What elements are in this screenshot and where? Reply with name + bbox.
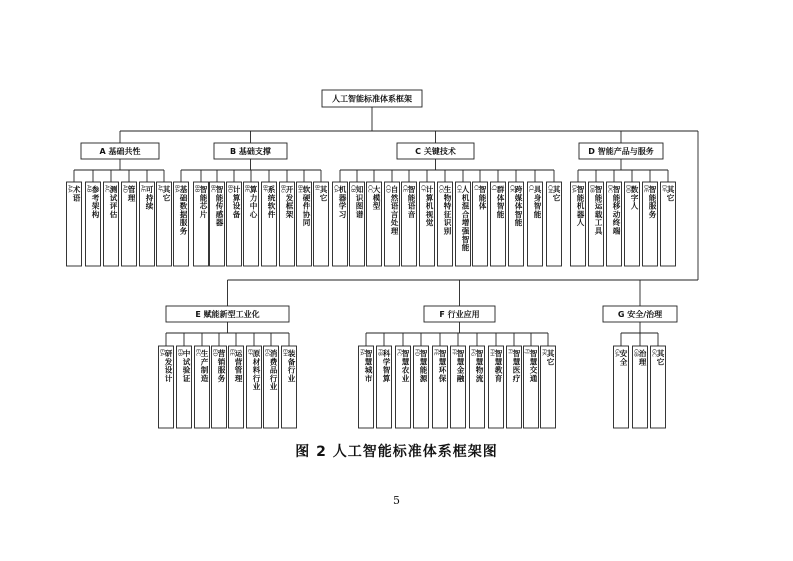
item-db-code: DB (588, 185, 595, 193)
item-eh (282, 346, 297, 428)
item-ck-code: CK (508, 185, 515, 193)
item-aa-label: 术语 (72, 185, 81, 203)
item-cd (385, 182, 400, 266)
item-cj-label: 群体智能 (496, 185, 505, 219)
item-ae (140, 182, 155, 266)
root-box-label: 人工智能标准体系框架 (332, 94, 412, 104)
item-eh-code: EH (281, 349, 288, 357)
page-number: 5 (393, 494, 400, 507)
item-ec-code: EC (194, 349, 201, 357)
item-fi (507, 346, 522, 428)
item-af-label: 其它 (162, 185, 171, 203)
item-bf (262, 182, 277, 266)
item-df-label: 其它 (666, 185, 675, 203)
item-af-code: AF (156, 185, 163, 192)
item-df-code: DF (660, 185, 667, 193)
group-6-header-label: G 安全/治理 (617, 310, 663, 319)
item-fk-code: FK (540, 349, 547, 356)
item-fc-code: FC (395, 349, 402, 356)
item-ab-code: AB (85, 185, 92, 193)
item-cj (491, 182, 506, 266)
item-fj (524, 346, 539, 428)
item-fk (541, 346, 556, 428)
item-cg-code: CG (437, 185, 444, 193)
item-ci-code: CI (472, 185, 479, 191)
item-ec (195, 346, 210, 428)
item-bd-label: 计算设备 (232, 185, 241, 219)
item-df (661, 182, 676, 266)
item-bg-label: 开发框架 (285, 185, 294, 219)
item-bc (210, 182, 225, 266)
item-ci (473, 182, 488, 266)
group-4-header (166, 306, 289, 322)
item-cd-label: 自然语言处理 (390, 185, 399, 236)
item-ac-label: 测试评估 (109, 185, 118, 219)
item-ff (451, 346, 466, 428)
group-0-header (81, 143, 159, 159)
item-ef-code: EF (246, 349, 253, 356)
item-ba-code: BA (173, 185, 180, 193)
item-eh-label: 装备行业 (287, 349, 296, 383)
item-fg (470, 346, 485, 428)
item-bg (280, 182, 295, 266)
item-cf-code: CF (419, 185, 426, 192)
item-fg-label: 智慧物流 (475, 349, 484, 383)
item-gc (651, 346, 666, 428)
item-dc (607, 182, 622, 266)
group-1-header-label: B 基础支撑 (230, 147, 271, 156)
item-fa-code: FA (358, 349, 365, 356)
item-ae-code: AE (139, 185, 146, 193)
item-fg-code: FG (469, 349, 476, 357)
item-fh-code: FH (488, 349, 495, 357)
item-bc-code: BC (209, 185, 216, 193)
item-cc-code: CC (366, 185, 373, 193)
item-aa (67, 182, 82, 266)
item-ee (229, 346, 244, 428)
item-ba-label: 基础数据服务 (179, 185, 188, 236)
figure-caption: 图 2 人工智能标准体系框架图 (295, 444, 498, 460)
item-ga-code: GA (613, 349, 620, 357)
item-cc-label: 大模型 (372, 185, 381, 211)
group-2-header (397, 143, 474, 159)
item-ad-label: 管理 (127, 185, 136, 203)
item-fi-label: 智慧医疗 (512, 349, 521, 383)
item-dc-label: 智能移动终端 (612, 185, 621, 236)
group-5-header-label: F 行业应用 (439, 310, 480, 319)
item-cl-code: CL (527, 185, 534, 192)
item-cm-code: CM (546, 185, 553, 194)
item-bh (297, 182, 312, 266)
group-0-header-label: A 基础共性 (99, 147, 141, 156)
item-ea-code: EA (158, 349, 165, 357)
item-cg (438, 182, 453, 266)
item-fa (359, 346, 374, 428)
item-ch (456, 182, 471, 266)
item-bi-code: BI (313, 185, 320, 191)
item-eg (264, 346, 279, 428)
item-ee-label: 运营管理 (234, 349, 243, 383)
item-bh-code: BH (296, 185, 303, 193)
diagram-nodes (67, 90, 678, 428)
item-ci-label: 智能体 (478, 185, 487, 211)
item-ca-label: 机器学习 (338, 185, 347, 219)
item-af (157, 182, 172, 266)
group-2-header-label: C 关键技术 (415, 147, 456, 156)
item-fd (414, 346, 429, 428)
group-4-header-label: E 赋能新型工业化 (195, 310, 260, 319)
item-db (589, 182, 604, 266)
item-ga (614, 346, 629, 428)
root-box (322, 90, 422, 107)
item-bb (194, 182, 209, 266)
item-cg-label: 生物特征识别 (443, 185, 452, 236)
item-ce-code: CE (401, 185, 408, 193)
group-6-header (603, 306, 677, 322)
item-ca-code: CA (332, 185, 339, 193)
item-ac-code: AC (103, 185, 110, 193)
item-cf (420, 182, 435, 266)
item-cm (547, 182, 562, 266)
item-fi-code: FI (506, 349, 513, 354)
item-fe (433, 346, 448, 428)
item-ef (247, 346, 262, 428)
item-cl-label: 具身智能 (533, 185, 542, 219)
item-cd-code: CD (384, 185, 391, 193)
item-ae-label: 可持续 (145, 185, 154, 211)
item-fj-label: 智慧交通 (529, 349, 538, 383)
item-cf-label: 计算机视觉 (425, 185, 434, 228)
item-bc-label: 智能传感器 (215, 185, 224, 228)
item-dd-code: DD (624, 185, 631, 194)
item-fh-label: 智慧教育 (494, 349, 503, 383)
item-ee-code: EE (228, 349, 235, 356)
item-fh (489, 346, 504, 428)
item-ac (104, 182, 119, 266)
group-1-header (214, 143, 287, 159)
item-ck-label: 跨媒体智能 (514, 185, 523, 228)
item-bd-code: BD (226, 185, 233, 193)
item-ab-label: 参考架构 (91, 185, 100, 219)
item-ed-label: 营销服务 (217, 349, 226, 383)
item-bb-code: BB (193, 185, 200, 193)
item-cb (350, 182, 365, 266)
item-bi (314, 182, 329, 266)
item-ck (509, 182, 524, 266)
item-da-label: 智能机器人 (576, 185, 585, 228)
item-cb-code: CB (349, 185, 356, 193)
item-bf-code: BF (261, 185, 268, 192)
item-ed (212, 346, 227, 428)
item-dc-code: DC (606, 185, 613, 193)
item-ga-label: 安全 (619, 349, 628, 367)
item-eg-label: 消费品行业 (269, 349, 278, 392)
item-be-label: 算力中心 (249, 185, 258, 219)
item-db-label: 智能运载工具 (594, 185, 603, 236)
item-ca (333, 182, 348, 266)
item-gc-code: GC (650, 349, 657, 357)
item-fb-code: FB (376, 349, 383, 356)
item-eg-code: EG (263, 349, 270, 357)
item-gb (633, 346, 648, 428)
item-gb-code: GB (632, 349, 639, 357)
item-ad-code: AD (121, 185, 128, 193)
item-fj-code: FJ (523, 349, 530, 354)
item-cj-code: CJ (490, 185, 497, 191)
item-ch-label: 人机混合增强智能 (461, 185, 470, 253)
item-bd (227, 182, 242, 266)
group-5-header (424, 306, 495, 322)
item-da-code: DA (570, 185, 577, 193)
item-dd (625, 182, 640, 266)
item-fd-label: 智慧能源 (419, 349, 428, 383)
item-ce-label: 智能语音 (407, 185, 416, 219)
item-cl (528, 182, 543, 266)
item-fa-label: 智慧城市 (364, 349, 373, 383)
item-bg-code: BG (279, 185, 286, 193)
item-gc-label: 其它 (656, 349, 665, 367)
item-ea (159, 346, 174, 428)
item-fe-label: 智慧环保 (438, 349, 447, 383)
item-fc-label: 智慧农业 (401, 349, 410, 383)
item-aa-code: AA (66, 185, 73, 193)
item-fe-code: FE (432, 349, 439, 356)
item-eb (177, 346, 192, 428)
item-ff-code: FF (450, 349, 457, 356)
item-de-label: 智能服务 (648, 185, 657, 219)
item-be-code: BE (243, 185, 250, 193)
item-ea-label: 研发设计 (164, 349, 173, 383)
item-de-code: DE (642, 185, 649, 193)
item-eb-label: 中试验证 (182, 349, 191, 383)
item-ef-label: 原材料行业 (252, 349, 261, 392)
item-be (244, 182, 259, 266)
item-ff-label: 智慧金融 (456, 349, 465, 383)
item-de (643, 182, 658, 266)
item-ed-code: ED (211, 349, 218, 357)
item-ad (122, 182, 137, 266)
item-ch-code: CH (455, 185, 462, 193)
item-dd-label: 数字人 (630, 185, 639, 211)
item-bi-label: 其它 (319, 185, 328, 203)
item-ec-label: 生产制造 (200, 349, 209, 383)
item-fk-label: 其它 (546, 349, 555, 367)
item-ab (86, 182, 101, 266)
item-gb-label: 治理 (638, 349, 647, 367)
item-fc (396, 346, 411, 428)
item-cb-label: 知识图谱 (355, 185, 364, 219)
item-eb-code: EB (176, 349, 183, 357)
item-bf-label: 系统软件 (267, 185, 276, 219)
group-3-header-label: D 智能产品与服务 (588, 147, 654, 156)
item-fb (377, 346, 392, 428)
item-fb-label: 科学智算 (382, 349, 391, 383)
item-bb-label: 智能芯片 (199, 185, 208, 219)
item-bh-label: 软硬件协同 (302, 185, 311, 228)
item-ba (174, 182, 189, 266)
item-da (571, 182, 586, 266)
item-cc (367, 182, 382, 266)
group-3-header (579, 143, 663, 159)
item-fd-code: FD (413, 349, 420, 357)
item-cm-label: 其它 (552, 185, 561, 203)
item-ce (402, 182, 417, 266)
